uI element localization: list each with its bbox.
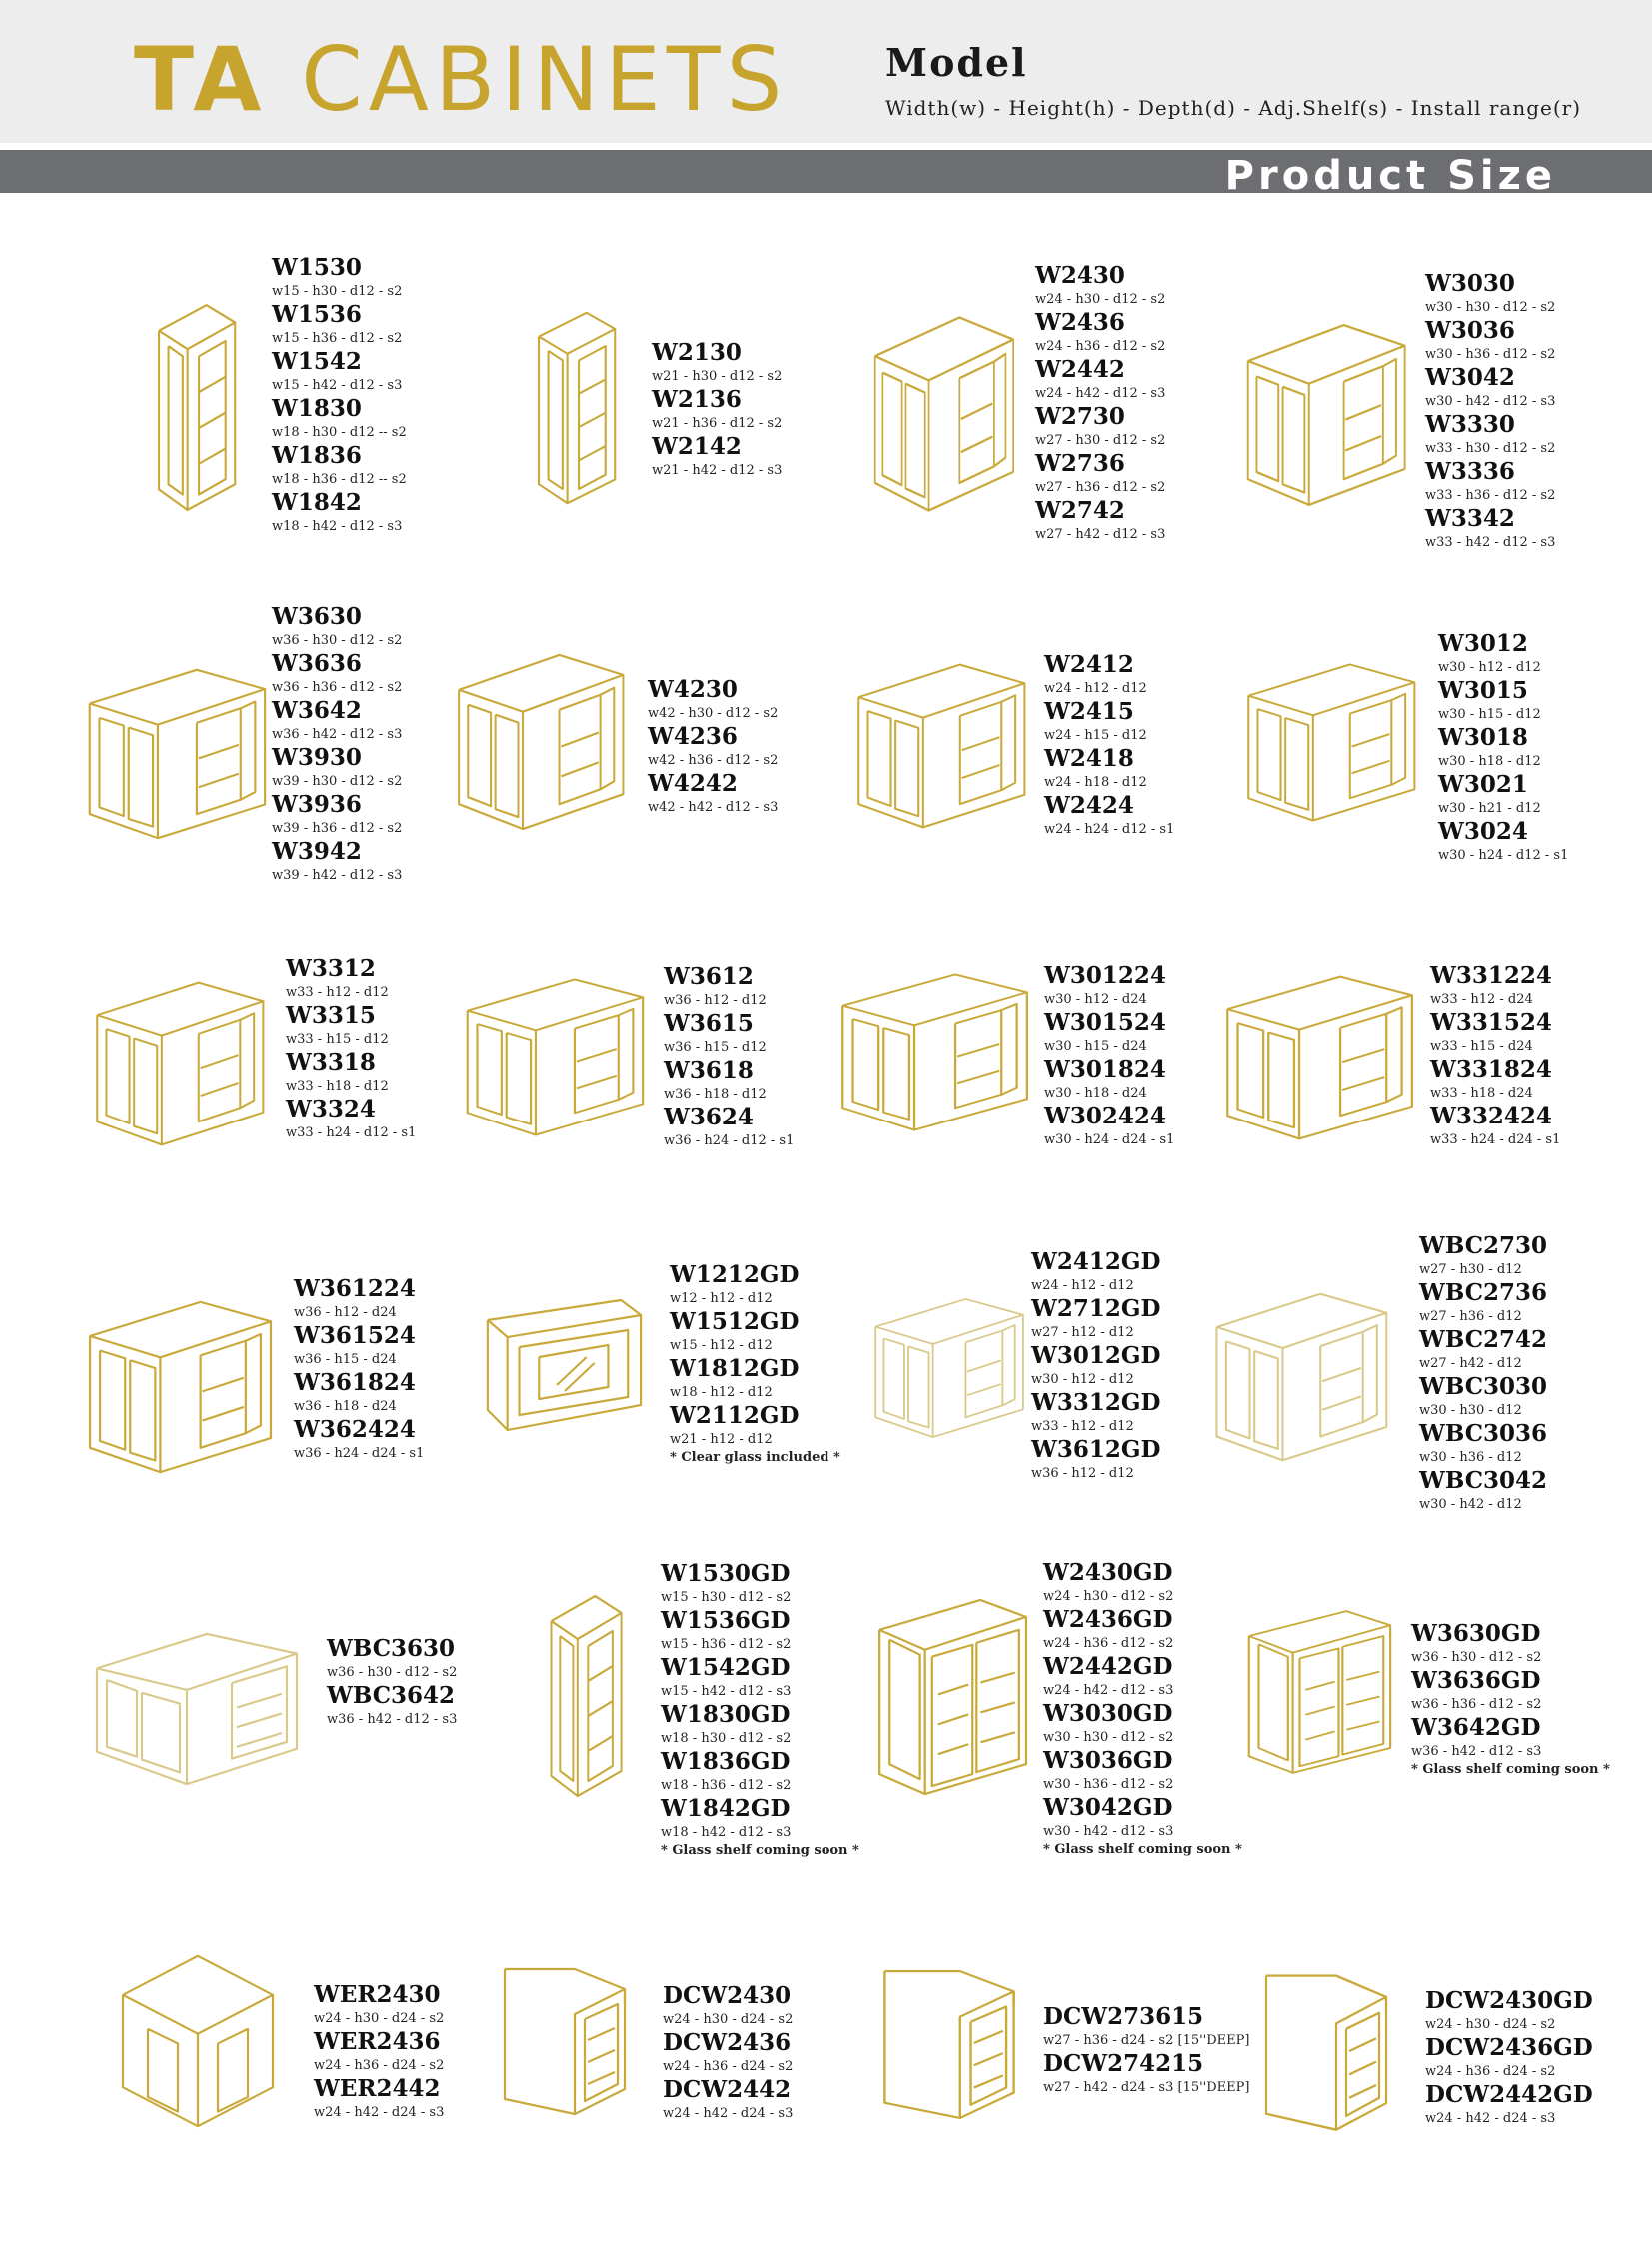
model-number: W3636 (272, 650, 362, 677)
model-spec: w33 - h12 - d12 (1031, 1419, 1134, 1434)
model-number: W3030 (1425, 270, 1515, 297)
model-number: W3015 (1438, 677, 1528, 704)
model-group (1044, 652, 1174, 840)
model-number: W3642 (272, 697, 362, 724)
cabinet-drawing-icon (478, 1295, 646, 1435)
model-number: W2430 (1035, 262, 1125, 289)
model-group (314, 1982, 444, 2123)
model-spec: w12 - h12 - d12 (670, 1291, 773, 1306)
section-bar (0, 150, 1652, 199)
model-group (670, 1262, 840, 1466)
model-spec: w24 - h24 - d12 - s1 (1044, 822, 1175, 837)
model-spec: w27 - h42 - d12 - s3 (1035, 527, 1166, 542)
cabinet-drawing-icon (1217, 972, 1417, 1143)
model-number: W1542GD (661, 1654, 791, 1681)
model-number: WBC3036 (1419, 1420, 1548, 1447)
model-number: WER2430 (314, 1981, 441, 2008)
legend-subtitle: Width(w) - Height(h) - Depth(d) - Adj.Shelf(s) - Install range(r) (885, 96, 1582, 120)
model-spec: w30 - h36 - d12 - s2 (1425, 347, 1556, 362)
cabinet-drawing-icon (1239, 660, 1419, 825)
model-group (1425, 271, 1555, 553)
model-spec: w39 - h30 - d12 - s2 (272, 774, 403, 789)
model-spec: w30 - h36 - d12 - s2 (1043, 1777, 1174, 1792)
model-group (1430, 963, 1560, 1150)
model-spec: w18 - h30 - d12 - s2 (661, 1731, 792, 1746)
model-spec: w27 - h36 - d24 - s2 [15''DEEP] (1043, 2033, 1250, 2048)
model-spec: w36 - h42 - d12 - s3 (1411, 1744, 1542, 1759)
model-number: W361224 (294, 1275, 416, 1302)
model-spec: w21 - h42 - d12 - s3 (652, 463, 783, 478)
model-spec: w24 - h36 - d24 - s2 (1425, 2064, 1556, 2079)
model-number: W3018 (1438, 724, 1528, 751)
model-spec: w24 - h36 - d24 - s2 (314, 2058, 445, 2073)
model-spec: w24 - h36 - d12 - s2 (1035, 339, 1166, 354)
model-number: W3336 (1425, 458, 1515, 485)
model-group (648, 677, 778, 818)
cabinet-drawing-icon (1207, 1289, 1391, 1465)
cabinet-drawing-icon (1261, 1965, 1391, 2135)
model-number: W2142 (652, 433, 742, 460)
model-number: W1842 (272, 489, 362, 516)
model-group (1411, 1621, 1610, 1778)
model-spec: w33 - h42 - d12 - s3 (1425, 535, 1556, 550)
model-number: W302424 (1044, 1103, 1166, 1129)
model-number: W301224 (1044, 962, 1166, 989)
model-group (652, 340, 782, 481)
model-number: W3021 (1438, 771, 1528, 798)
model-group (272, 255, 407, 537)
model-spec: w21 - h30 - d12 - s2 (652, 369, 783, 384)
model-group (1043, 1560, 1242, 1858)
model-group (1044, 963, 1174, 1150)
model-number: W3642GD (1411, 1714, 1541, 1741)
model-number: W3042GD (1043, 1794, 1173, 1821)
model-number: W2442 (1035, 356, 1125, 383)
model-spec: w18 - h12 - d12 (670, 1385, 773, 1400)
model-number: W2736 (1035, 450, 1125, 477)
model-number: DCW2442 (663, 2076, 792, 2103)
cabinet-drawing-icon (849, 660, 1029, 832)
model-spec: w27 - h36 - d12 - s2 (1035, 480, 1166, 495)
model-number: W3318 (286, 1049, 376, 1076)
cabinet-drawing-icon (500, 1959, 630, 2119)
cabinet-drawing-icon (92, 1629, 302, 1791)
model-number: W301824 (1044, 1056, 1166, 1083)
model-spec: w15 - h30 - d12 - s2 (272, 284, 403, 299)
model-spec: w36 - h12 - d12 (1031, 1466, 1134, 1481)
model-number: W3342 (1425, 505, 1515, 532)
model-number: W1530 (272, 254, 362, 281)
model-number: W3624 (664, 1104, 754, 1130)
legend-title: Model (885, 40, 1028, 85)
page-header (0, 0, 1652, 143)
model-number: W2112GD (670, 1402, 800, 1429)
model-spec: w36 - h24 - d12 - s1 (664, 1133, 795, 1148)
model-spec: w33 - h30 - d12 - s2 (1425, 441, 1556, 456)
model-number: WER2442 (314, 2075, 441, 2102)
model-spec: w30 - h30 - d12 (1419, 1403, 1522, 1418)
model-spec: w15 - h42 - d12 - s3 (272, 378, 403, 393)
model-spec: w18 - h42 - d12 - s3 (661, 1825, 792, 1840)
model-number: W3330 (1425, 411, 1515, 438)
cabinet-drawing-icon (534, 1591, 626, 1801)
model-spec: w36 - h15 - d24 (294, 1352, 397, 1367)
model-spec: w30 - h24 - d24 - s1 (1044, 1132, 1175, 1147)
cabinet-drawing-icon (450, 650, 628, 834)
model-spec: w30 - h24 - d12 - s1 (1438, 848, 1569, 863)
model-number: W2436GD (1043, 1606, 1173, 1633)
model-number: W4236 (648, 723, 738, 750)
model-note: * Clear glass included * (670, 1450, 840, 1465)
model-number: W3042 (1425, 364, 1515, 391)
model-spec: w15 - h42 - d12 - s3 (661, 1684, 792, 1699)
model-spec: w15 - h36 - d12 - s2 (661, 1637, 792, 1652)
model-spec: w15 - h30 - d12 - s2 (661, 1590, 792, 1605)
model-note: * Glass shelf coming soon * (1043, 1842, 1242, 1857)
model-number: WBC3042 (1419, 1467, 1548, 1494)
model-spec: w15 - h12 - d12 (670, 1338, 773, 1353)
model-number: W1830 (272, 395, 362, 422)
model-number: W2712GD (1031, 1295, 1161, 1322)
model-group (1031, 1249, 1160, 1484)
model-spec: w15 - h36 - d12 - s2 (272, 331, 403, 346)
model-spec: w24 - h15 - d12 (1044, 728, 1147, 743)
model-spec: w36 - h30 - d12 - s2 (272, 633, 403, 648)
model-number: W3612GD (1031, 1436, 1161, 1463)
model-spec: w24 - h42 - d24 - s3 (663, 2106, 794, 2121)
model-number: W3312 (286, 955, 376, 982)
model-spec: w24 - h30 - d24 - s2 (314, 2011, 445, 2026)
brand-logo: TA CABINETS (134, 28, 789, 131)
model-number: W2442GD (1043, 1653, 1173, 1680)
model-number: W3324 (286, 1096, 376, 1122)
model-spec: w30 - h12 - d12 (1031, 1372, 1134, 1387)
model-spec: w24 - h36 - d24 - s2 (663, 2059, 794, 2074)
model-number: W2424 (1044, 792, 1134, 819)
model-spec: w36 - h30 - d12 - s2 (327, 1665, 458, 1680)
model-group (294, 1276, 424, 1464)
model-number: W301524 (1044, 1009, 1166, 1036)
model-spec: w24 - h30 - d24 - s2 (663, 2012, 794, 2027)
model-number: W3030GD (1043, 1700, 1173, 1727)
model-spec: w36 - h36 - d12 - s2 (272, 680, 403, 695)
model-number: W3036 (1425, 317, 1515, 344)
model-spec: w33 - h18 - d12 (286, 1079, 389, 1094)
model-spec: w42 - h30 - d12 - s2 (648, 706, 779, 721)
model-number: W2412 (1044, 651, 1134, 678)
model-spec: w33 - h18 - d24 (1430, 1086, 1533, 1101)
model-spec: w18 - h36 - d12 - s2 (661, 1778, 792, 1793)
model-group (1438, 631, 1568, 866)
model-spec: w42 - h42 - d12 - s3 (648, 800, 779, 815)
model-group (272, 604, 402, 886)
model-group (1035, 263, 1165, 545)
model-number: W1542 (272, 348, 362, 375)
model-spec: w36 - h42 - d12 - s3 (272, 727, 403, 742)
model-number: W2418 (1044, 745, 1134, 772)
model-spec: w36 - h15 - d12 (664, 1040, 767, 1055)
model-spec: w30 - h42 - d12 (1419, 1497, 1522, 1512)
model-spec: w33 - h24 - d12 - s1 (286, 1125, 417, 1140)
model-spec: w39 - h36 - d12 - s2 (272, 821, 403, 836)
model-number: W1536 (272, 301, 362, 328)
model-number: W3012 (1438, 630, 1528, 657)
model-number: W361824 (294, 1369, 416, 1396)
model-spec: w27 - h36 - d12 (1419, 1309, 1522, 1324)
model-number: WER2436 (314, 2028, 441, 2055)
model-number: W3312GD (1031, 1389, 1161, 1416)
cabinet-drawing-icon (869, 1595, 1031, 1799)
model-spec: w30 - h30 - d12 - s2 (1425, 300, 1556, 315)
model-group (1425, 1988, 1593, 2129)
model-spec: w33 - h15 - d24 (1430, 1039, 1533, 1054)
model-number: W331224 (1430, 962, 1552, 989)
model-spec: w33 - h12 - d24 (1430, 992, 1533, 1007)
section-title: Product Size (1224, 153, 1556, 199)
model-spec: w36 - h36 - d12 - s2 (1411, 1697, 1542, 1712)
model-spec: w39 - h42 - d12 - s3 (272, 868, 403, 883)
model-number: DCW2436GD (1425, 2034, 1593, 2061)
cabinet-drawing-icon (832, 970, 1032, 1134)
model-spec: w24 - h30 - d24 - s2 (1425, 2017, 1556, 2032)
model-number: W2730 (1035, 403, 1125, 430)
model-number: W361524 (294, 1322, 416, 1349)
model-spec: w27 - h42 - d12 (1419, 1356, 1522, 1371)
model-number: W2412GD (1031, 1248, 1161, 1275)
model-number: W1530GD (661, 1560, 791, 1587)
model-number: W3615 (664, 1010, 754, 1037)
model-spec: w36 - h12 - d24 (294, 1305, 397, 1320)
model-number: W1536GD (661, 1607, 791, 1634)
model-number: W3630 (272, 603, 362, 630)
model-number: W3636GD (1411, 1667, 1541, 1694)
model-spec: w36 - h30 - d12 - s2 (1411, 1650, 1542, 1665)
model-group (327, 1636, 457, 1730)
model-spec: w24 - h42 - d24 - s3 (314, 2105, 445, 2120)
cabinet-drawing-icon (140, 300, 240, 515)
model-number: W362424 (294, 1416, 416, 1443)
model-number: DCW2430GD (1425, 1987, 1593, 2014)
model-spec: w24 - h12 - d12 (1031, 1278, 1134, 1293)
model-spec: w30 - h30 - d12 - s2 (1043, 1730, 1174, 1745)
model-spec: w36 - h12 - d12 (664, 993, 767, 1008)
model-number: W1812GD (670, 1355, 800, 1382)
model-spec: w33 - h12 - d12 (286, 985, 389, 1000)
model-group (1419, 1233, 1547, 1515)
model-spec: w36 - h42 - d12 - s3 (327, 1712, 458, 1727)
model-note: * Glass shelf coming soon * (1411, 1762, 1610, 1777)
cabinet-drawing-icon (879, 1961, 1019, 2123)
cabinet-drawing-icon (867, 1295, 1027, 1441)
model-number: WBC2730 (1419, 1232, 1548, 1259)
model-spec: w30 - h12 - d24 (1044, 992, 1147, 1007)
model-spec: w30 - h21 - d12 (1438, 801, 1541, 816)
model-number: W3936 (272, 791, 362, 818)
model-number: W1836GD (661, 1748, 791, 1775)
model-number: W2136 (652, 386, 742, 413)
model-number: W4242 (648, 770, 738, 797)
model-spec: w30 - h12 - d12 (1438, 660, 1541, 675)
model-number: DCW2442GD (1425, 2081, 1593, 2108)
model-number: WBC2736 (1419, 1279, 1548, 1306)
cabinet-drawing-icon (113, 1951, 283, 2131)
model-spec: w33 - h24 - d24 - s1 (1430, 1132, 1561, 1147)
model-spec: w27 - h30 - d12 - s2 (1035, 433, 1166, 448)
model-number: W331824 (1430, 1056, 1552, 1083)
model-number: W3036GD (1043, 1747, 1173, 1774)
model-group (664, 964, 794, 1151)
model-number: W1212GD (670, 1261, 800, 1288)
model-spec: w36 - h24 - d24 - s1 (294, 1446, 425, 1461)
model-note: * Glass shelf coming soon * (661, 1843, 859, 1858)
model-group (661, 1561, 859, 1859)
model-spec: w30 - h15 - d12 (1438, 707, 1541, 722)
model-spec: w18 - h36 - d12 -- s2 (272, 472, 407, 487)
model-number: W1836 (272, 442, 362, 469)
model-number: W2130 (652, 339, 742, 366)
model-spec: w18 - h42 - d12 - s3 (272, 519, 403, 534)
model-number: W3612 (664, 963, 754, 990)
model-number: W1512GD (670, 1308, 800, 1335)
model-number: WBC3642 (327, 1682, 456, 1709)
model-spec: w24 - h12 - d12 (1044, 681, 1147, 696)
model-number: WBC3630 (327, 1635, 456, 1662)
cabinet-drawing-icon (458, 975, 648, 1139)
model-number: WBC2742 (1419, 1326, 1548, 1353)
model-spec: w30 - h18 - d12 (1438, 754, 1541, 769)
model-spec: w36 - h18 - d24 (294, 1399, 397, 1414)
model-number: W331524 (1430, 1009, 1552, 1036)
model-spec: w30 - h18 - d24 (1044, 1086, 1147, 1101)
model-spec: w24 - h18 - d12 (1044, 775, 1147, 790)
model-spec: w27 - h30 - d12 (1419, 1262, 1522, 1277)
model-spec: w21 - h12 - d12 (670, 1432, 773, 1447)
model-number: DCW2430 (663, 1982, 792, 2009)
model-spec: w36 - h18 - d12 (664, 1087, 767, 1102)
model-spec: w33 - h15 - d12 (286, 1032, 389, 1047)
cabinet-drawing-icon (867, 312, 1017, 516)
model-spec: w24 - h42 - d24 - s3 (1425, 2111, 1556, 2126)
model-spec: w24 - h42 - d12 - s3 (1043, 1683, 1174, 1698)
model-number: W1830GD (661, 1701, 791, 1728)
model-spec: w30 - h42 - d12 - s3 (1043, 1824, 1174, 1839)
model-number: W1842GD (661, 1795, 791, 1822)
model-group (286, 956, 416, 1143)
model-spec: w30 - h15 - d24 (1044, 1039, 1147, 1054)
model-number: W3618 (664, 1057, 754, 1084)
model-spec: w27 - h42 - d24 - s3 [15''DEEP] (1043, 2080, 1250, 2095)
model-spec: w24 - h30 - d12 - s2 (1043, 1589, 1174, 1604)
model-spec: w30 - h42 - d12 - s3 (1425, 394, 1556, 409)
model-spec: w18 - h30 - d12 -- s2 (272, 425, 407, 440)
model-number: W3024 (1438, 818, 1528, 845)
cabinet-drawing-icon (1239, 320, 1409, 510)
model-number: W4230 (648, 676, 738, 703)
model-spec: w21 - h36 - d12 - s2 (652, 416, 783, 431)
model-spec: w24 - h30 - d12 - s2 (1035, 292, 1166, 307)
model-spec: w24 - h42 - d12 - s3 (1035, 386, 1166, 401)
model-spec: w27 - h12 - d12 (1031, 1325, 1134, 1340)
model-number: W3315 (286, 1002, 376, 1029)
model-spec: w33 - h36 - d12 - s2 (1425, 488, 1556, 503)
cabinet-drawing-icon (1239, 1607, 1395, 1777)
model-group (663, 1983, 793, 2124)
model-spec: w42 - h36 - d12 - s2 (648, 753, 779, 768)
model-number: DCW274215 (1043, 2050, 1204, 2077)
model-number: W2742 (1035, 497, 1125, 524)
model-spec: w24 - h36 - d12 - s2 (1043, 1636, 1174, 1651)
model-number: W2415 (1044, 698, 1134, 725)
cabinet-drawing-icon (520, 308, 620, 508)
model-number: DCW2436 (663, 2029, 792, 2056)
model-number: W3012GD (1031, 1342, 1161, 1369)
model-number: W332424 (1430, 1103, 1552, 1129)
model-spec: w30 - h36 - d12 (1419, 1450, 1522, 1465)
cabinet-drawing-icon (80, 1297, 276, 1477)
model-number: W2436 (1035, 309, 1125, 336)
cabinet-drawing-icon (88, 978, 268, 1149)
model-group (1043, 2004, 1249, 2098)
cabinet-drawing-icon (80, 665, 270, 843)
model-number: W3930 (272, 744, 362, 771)
model-number: W3630GD (1411, 1620, 1541, 1647)
model-number: W3942 (272, 838, 362, 865)
model-number: W2430GD (1043, 1559, 1173, 1586)
model-number: WBC3030 (1419, 1373, 1548, 1400)
model-number: DCW273615 (1043, 2003, 1204, 2030)
